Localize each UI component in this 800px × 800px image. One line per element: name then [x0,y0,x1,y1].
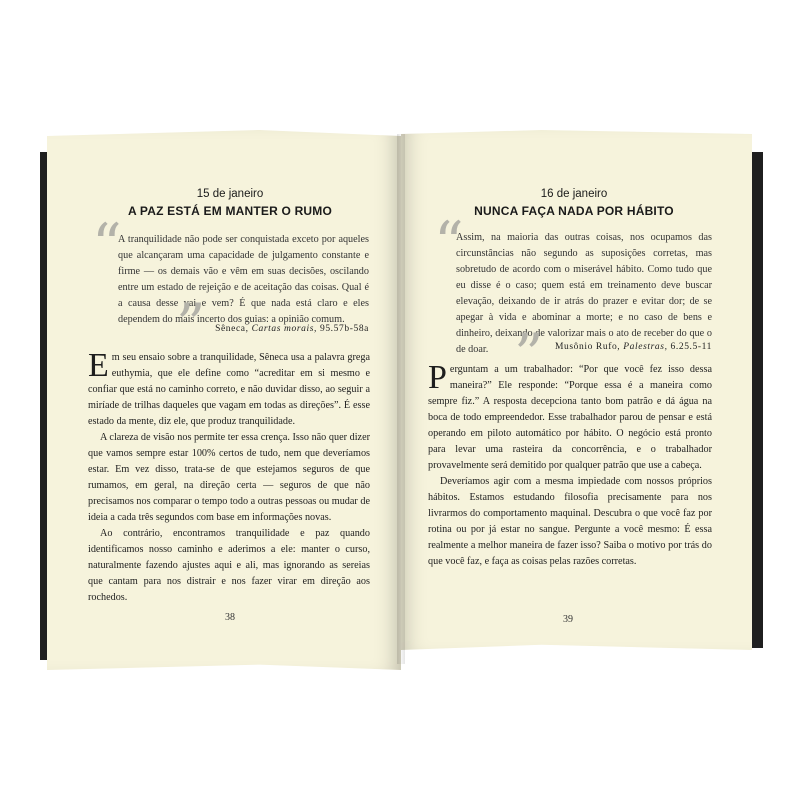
left-drop-cap: E [88,347,109,384]
left-epigraph-quote: A tranquilidade não pode ser conquistada exceto por aqueles que alcançaram uma capacidade de julgamento constante e firme — os demais vão e vêm em suas decisões, oscilando entre um estado de rejeição e de aceitação das coisas. Qual é a causa desse vai e vem? É que nada está claro e eles dependem do mais incerto dos guias: a opinião comum. [118,234,369,325]
left-page-number: 38 [225,612,235,623]
right-page-date: 16 de janeiro [540,188,608,200]
open-quote-mark-icon: “ [434,209,464,277]
left-paragraph-1: Em seu ensaio sobre a tranquilidade, Sêneca usa a palavra grega euthymia, que ele define como “acreditar em si mesmo e confiar que está no caminho correto, e não duvidar disso, ao seguir a miríade de trilhas daqueles que vagam em todas as direções”. É esse estado da mente, diz ele, que produz tranquilidade. [88,347,370,427]
right-epigraph-quote: Assim, na maioria das outras coisas, nos ocupamos das circunstâncias não segundo as suposições corretas, mas sobretudo de acordo com o miserável hábito. Como tudo que eu disse é o caso; quem está em treinamento deve buscar elevação, deixando de ir atrás do prazer e evitar dor; de se apegar à vida e abominar a morte; e no caso de bens e dinheiro, deixando de valorizar mais o ato de receber do que o de doar. [456,232,712,355]
book-gutter [397,134,405,664]
right-epigraph-attribution [500,342,712,352]
right-page-number: 39 [563,614,573,625]
right-page-title: NUNCA FAÇA NADA POR HÁBITO [474,204,674,218]
close-quote-mark-icon: ” [176,291,206,359]
right-attribution-work: Palestras, [623,342,668,352]
left-paragraph-2: A clareza de visão nos permite ter essa crença. Isso não quer dizer que vamos sempre estar 100% certos de tudo, nem que deveríamos estar. Em vez disso, trata-se de que estejamos seguros de que rumamos, em geral, na direção certa — seguros de que não precisamos nos comparar o tempo todo a outras pessoas ou mudar de ideia a cada três segundos com base em informações novas. [88,432,370,523]
left-page-title: A PAZ ESTÁ EM MANTER O RUMO [127,204,333,218]
left-attribution-author: Sêneca, [215,324,249,334]
close-quote-mark-icon: ” [514,321,544,389]
left-page-date: 15 de janeiro [196,188,264,200]
left-attribution-ref: 95.57b-58a [319,324,369,334]
left-epigraph-attribution [170,324,369,334]
right-attribution-ref: 6.25.5-11 [670,342,712,352]
right-paragraph-1: Perguntam a um trabalhador: “Por que você fez isso dessa maneira?” Ele responde: “Porque essa é a maneira como sempre fiz.” A resposta decepciona tanto bom patrão e dá água na boca de todo empreendedor. Esse trabalhador parou de pensar e está operando em piloto automático por hábito. O negócio está pronto para levar uma rasteira da concorrência, e o trabalhador provavelmente será demitido por qualquer patrão que use a cabeça. [428,359,712,471]
left-attribution-work: Cartas morais, [251,324,317,334]
right-attribution-author: Musônio Rufo, [554,342,621,352]
right-drop-cap: P [428,359,447,396]
left-page-body [88,347,370,606]
open-quote-mark-icon: “ [92,211,122,279]
left-paragraph-3: Ao contrário, encontramos tranquilidade e paz quando identificamos nosso caminho e aderimos a ele: manter o curso, naturalmente fazendo ajustes aqui e ali, mas ignorando as sereias que cantam para nos distrair e nos fazer virar em direção aos rochedos. [88,528,370,603]
right-page-body [428,359,712,570]
right-paragraph-2: Deveríamos agir com a mesma impiedade com nossos próprios hábitos. Estamos estudando filosofia precisamente para nos livrarmos do comportamento maquinal. Descubra o que você faz por rotina ou por já estar no sangue. Pergunte a você mesmo: É essa realmente a melhor maneira de fazer isso? Saiba o motivo por trás do que você faz, e faça as coisas pelas razões corretas. [428,476,712,567]
